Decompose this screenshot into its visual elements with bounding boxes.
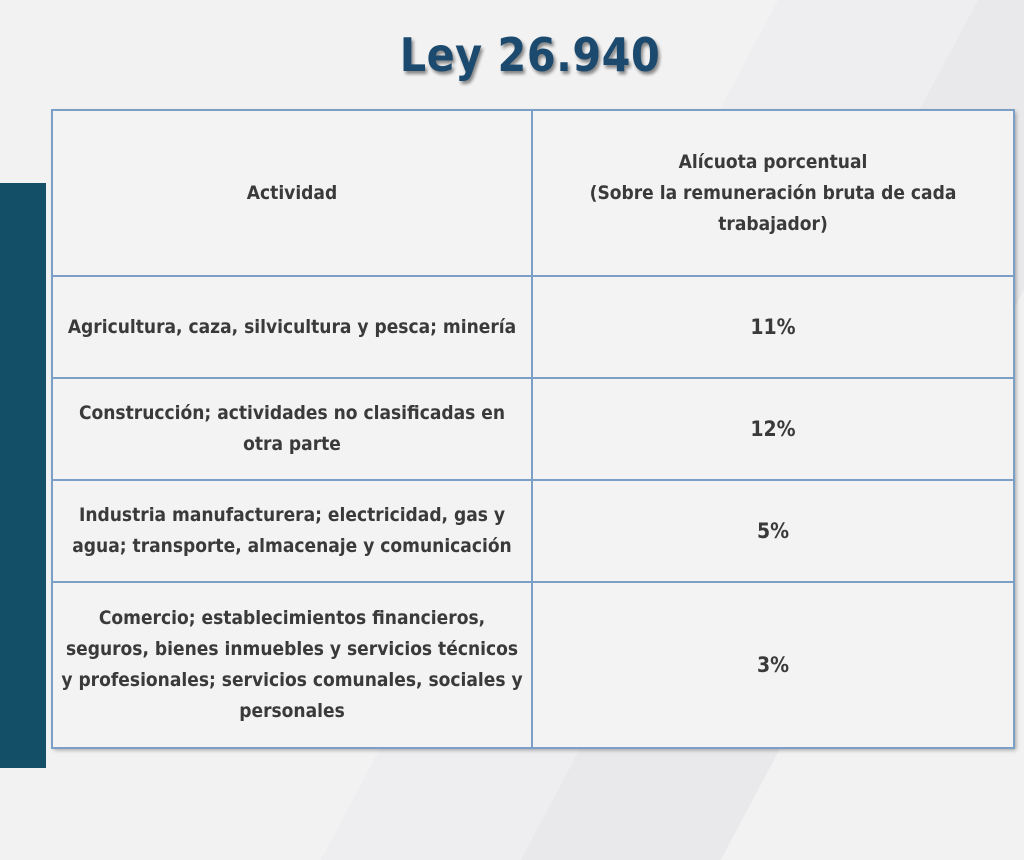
header-rate [532,110,1014,276]
table-row [52,378,1014,480]
table-row [52,582,1014,748]
table-row [52,480,1014,582]
row-rate: 3% [532,582,1014,748]
row-activity: Industria manufacturera; electricidad, gas y agua; transporte, almacenaje y comunicación [52,480,532,582]
header-rate-title: Alícuota porcentual [678,150,868,173]
slide-title: Ley 26.940 [399,28,661,82]
row-rate: 11% [532,276,1014,378]
side-accent-bar [0,183,46,768]
table-row [52,276,1014,378]
rates-table [51,109,1015,749]
row-activity: Construcción; actividades no clasificadas en otra parte [52,378,532,480]
row-activity: Comercio; establecimientos financieros, seguros, bienes inmuebles y servicios técnicos y profesionales; servicios comunales, sociales y personales [52,582,532,748]
table-header-row [52,110,1014,276]
rates-table-container [51,109,1013,747]
row-rate: 5% [532,480,1014,582]
row-rate: 12% [532,378,1014,480]
row-activity: Agricultura, caza, silvicultura y pesca; minería [52,276,532,378]
header-activity: Actividad [52,110,532,276]
header-rate-subtitle: (Sobre la remuneración bruta de cada trabajador) [589,181,957,235]
